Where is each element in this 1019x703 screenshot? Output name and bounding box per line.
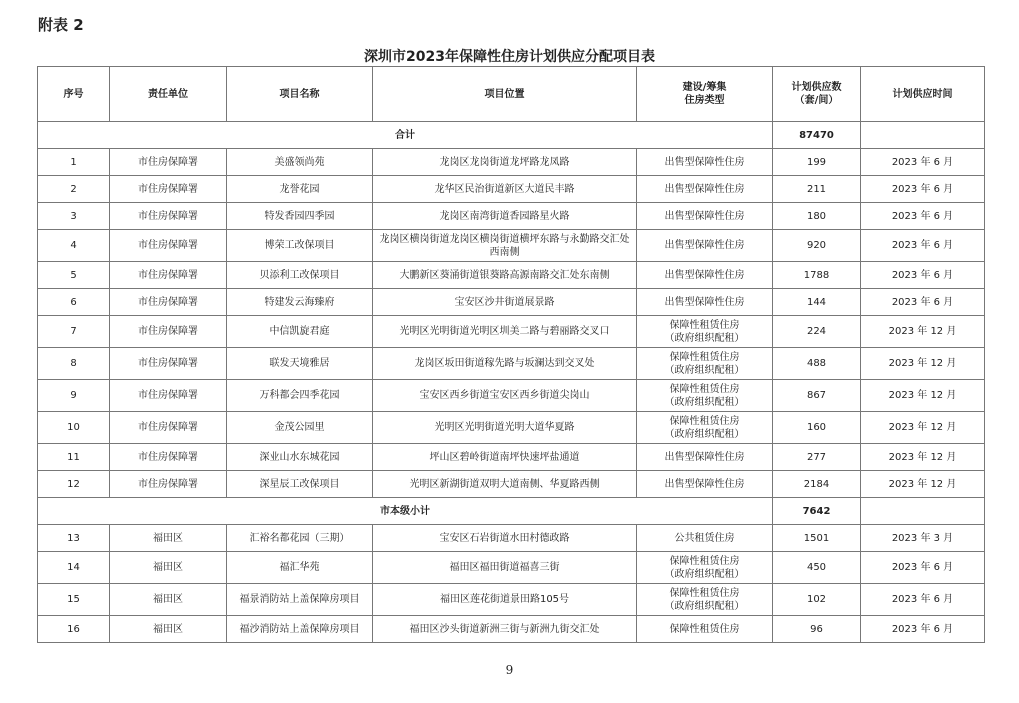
cell-count: 920 [773, 230, 861, 262]
cell-location: 福田区沙头街道新洲三街与新洲九街交汇处 [373, 616, 637, 643]
total-time-empty [861, 122, 985, 149]
cell-type: 保障性租赁住房 （政府组织配租） [637, 316, 773, 348]
cell-unit: 市住房保障署 [110, 262, 227, 289]
cell-location: 龙岗区南湾街道香园路星火路 [373, 203, 637, 230]
cell-name: 中信凯旋君庭 [227, 316, 373, 348]
cell-name: 金茂公园里 [227, 412, 373, 444]
cell-time: 2023 年 12 月 [861, 444, 985, 471]
cell-unit: 福田区 [110, 584, 227, 616]
cell-name: 深星辰工改保项目 [227, 471, 373, 498]
cell-time: 2023 年 6 月 [861, 203, 985, 230]
cell-type: 保障性租赁住房 （政府组织配租） [637, 412, 773, 444]
cell-name: 龙誉花园 [227, 176, 373, 203]
cell-seq: 2 [38, 176, 110, 203]
subtotal-label: 市本级小计 [38, 498, 773, 525]
cell-location: 龙岗区坂田街道稼先路与坂澜达到交叉处 [373, 348, 637, 380]
header-time: 计划供应时间 [861, 67, 985, 122]
cell-time: 2023 年 12 月 [861, 316, 985, 348]
appendix-label: 附表 2 [38, 16, 84, 34]
cell-name: 美盛领尚苑 [227, 149, 373, 176]
header-count: 计划供应数 （套/间） [773, 67, 861, 122]
cell-count: 277 [773, 444, 861, 471]
cell-time: 2023 年 6 月 [861, 262, 985, 289]
table-row [38, 584, 985, 616]
cell-count: 224 [773, 316, 861, 348]
cell-name: 贝添利工改保项目 [227, 262, 373, 289]
cell-name: 汇裕名都花园（三期） [227, 525, 373, 552]
cell-location: 坪山区碧岭街道南坪快速坪盐通道 [373, 444, 637, 471]
cell-type: 保障性租赁住房 （政府组织配租） [637, 380, 773, 412]
table-row [38, 412, 985, 444]
cell-unit: 市住房保障署 [110, 316, 227, 348]
cell-name: 福汇华苑 [227, 552, 373, 584]
cell-unit: 市住房保障署 [110, 176, 227, 203]
cell-type: 出售型保障性住房 [637, 262, 773, 289]
cell-seq: 7 [38, 316, 110, 348]
cell-type: 出售型保障性住房 [637, 444, 773, 471]
cell-name: 万科都会四季花园 [227, 380, 373, 412]
cell-count: 488 [773, 348, 861, 380]
cell-unit: 福田区 [110, 616, 227, 643]
cell-seq: 3 [38, 203, 110, 230]
header-row [38, 67, 985, 122]
cell-location: 光明区光明街道光明区圳美二路与碧丽路交叉口 [373, 316, 637, 348]
table-row [38, 616, 985, 643]
cell-unit: 福田区 [110, 552, 227, 584]
cell-time: 2023 年 6 月 [861, 176, 985, 203]
cell-time: 2023 年 6 月 [861, 230, 985, 262]
cell-location: 宝安区石岩街道水田村德政路 [373, 525, 637, 552]
cell-seq: 6 [38, 289, 110, 316]
cell-count: 180 [773, 203, 861, 230]
cell-type: 保障性租赁住房 （政府组织配租） [637, 552, 773, 584]
table-row [38, 348, 985, 380]
subtotal-time-empty [861, 498, 985, 525]
cell-type: 出售型保障性住房 [637, 149, 773, 176]
cell-unit: 市住房保障署 [110, 380, 227, 412]
cell-seq: 14 [38, 552, 110, 584]
cell-type: 出售型保障性住房 [637, 289, 773, 316]
cell-count: 144 [773, 289, 861, 316]
table-body [38, 122, 985, 643]
total-value: 87470 [773, 122, 861, 149]
cell-unit: 市住房保障署 [110, 230, 227, 262]
cell-seq: 9 [38, 380, 110, 412]
total-label: 合计 [38, 122, 773, 149]
cell-location: 宝安区沙井街道展景路 [373, 289, 637, 316]
cell-location: 龙华区民治街道新区大道民丰路 [373, 176, 637, 203]
cell-unit: 市住房保障署 [110, 444, 227, 471]
cell-type: 保障性租赁住房 [637, 616, 773, 643]
header-seq: 序号 [38, 67, 110, 122]
cell-location: 光明区新湖街道双明大道南侧、华夏路西侧 [373, 471, 637, 498]
cell-count: 211 [773, 176, 861, 203]
subtotal-value: 7642 [773, 498, 861, 525]
cell-time: 2023 年 3 月 [861, 525, 985, 552]
cell-count: 1501 [773, 525, 861, 552]
cell-seq: 15 [38, 584, 110, 616]
cell-time: 2023 年 12 月 [861, 348, 985, 380]
cell-count: 2184 [773, 471, 861, 498]
subtotal-row [38, 498, 985, 525]
cell-type: 出售型保障性住房 [637, 230, 773, 262]
cell-count: 1788 [773, 262, 861, 289]
table-row [38, 230, 985, 262]
cell-count: 450 [773, 552, 861, 584]
cell-name: 特发香园四季园 [227, 203, 373, 230]
cell-unit: 市住房保障署 [110, 412, 227, 444]
cell-name: 深业山水东城花园 [227, 444, 373, 471]
cell-seq: 1 [38, 149, 110, 176]
cell-unit: 市住房保障署 [110, 471, 227, 498]
housing-supply-table [37, 66, 985, 643]
cell-time: 2023 年 6 月 [861, 616, 985, 643]
cell-type: 出售型保障性住房 [637, 471, 773, 498]
cell-location: 福田区福田街道福喜三街 [373, 552, 637, 584]
table-title: 深圳市2023年保障性住房计划供应分配项目表 [364, 49, 655, 65]
cell-unit: 市住房保障署 [110, 149, 227, 176]
cell-seq: 16 [38, 616, 110, 643]
header-type: 建设/筹集 住房类型 [637, 67, 773, 122]
table-row [38, 316, 985, 348]
cell-location: 龙岗区龙岗街道龙坪路龙凤路 [373, 149, 637, 176]
cell-name: 福沙消防站上盖保障房项目 [227, 616, 373, 643]
page-number: 9 [505, 663, 514, 677]
table-row [38, 552, 985, 584]
table-row [38, 262, 985, 289]
cell-location: 龙岗区横岗街道龙岗区横岗街道横坪东路与永勤路交汇处西南侧 [373, 230, 637, 262]
cell-unit: 市住房保障署 [110, 348, 227, 380]
cell-location: 宝安区西乡街道宝安区西乡街道尖岗山 [373, 380, 637, 412]
cell-count: 867 [773, 380, 861, 412]
cell-unit: 福田区 [110, 525, 227, 552]
cell-seq: 5 [38, 262, 110, 289]
cell-location: 大鹏新区葵涌街道银葵路高源南路交汇处东南侧 [373, 262, 637, 289]
cell-seq: 8 [38, 348, 110, 380]
cell-type: 出售型保障性住房 [637, 203, 773, 230]
cell-unit: 市住房保障署 [110, 203, 227, 230]
header-name: 项目名称 [227, 67, 373, 122]
cell-seq: 13 [38, 525, 110, 552]
cell-seq: 4 [38, 230, 110, 262]
cell-name: 福景消防站上盖保障房项目 [227, 584, 373, 616]
cell-count: 160 [773, 412, 861, 444]
cell-location: 光明区光明街道光明大道华夏路 [373, 412, 637, 444]
header-unit: 责任单位 [110, 67, 227, 122]
cell-time: 2023 年 6 月 [861, 584, 985, 616]
cell-type: 保障性租赁住房 （政府组织配租） [637, 584, 773, 616]
cell-type: 保障性租赁住房 （政府组织配租） [637, 348, 773, 380]
table-row [38, 289, 985, 316]
cell-time: 2023 年 6 月 [861, 552, 985, 584]
cell-count: 199 [773, 149, 861, 176]
cell-time: 2023 年 6 月 [861, 289, 985, 316]
table-row [38, 149, 985, 176]
cell-unit: 市住房保障署 [110, 289, 227, 316]
table-row [38, 380, 985, 412]
total-row [38, 122, 985, 149]
table-row [38, 176, 985, 203]
table-row [38, 525, 985, 552]
cell-time: 2023 年 6 月 [861, 149, 985, 176]
cell-time: 2023 年 12 月 [861, 412, 985, 444]
cell-type: 出售型保障性住房 [637, 176, 773, 203]
table-row [38, 444, 985, 471]
cell-location: 福田区莲花街道景田路105号 [373, 584, 637, 616]
cell-seq: 11 [38, 444, 110, 471]
cell-name: 博荣工改保项目 [227, 230, 373, 262]
table-row [38, 203, 985, 230]
table-row [38, 471, 985, 498]
cell-time: 2023 年 12 月 [861, 471, 985, 498]
cell-name: 特建发云海臻府 [227, 289, 373, 316]
cell-seq: 10 [38, 412, 110, 444]
header-location: 项目位置 [373, 67, 637, 122]
cell-type: 公共租赁住房 [637, 525, 773, 552]
cell-name: 联发天境雅居 [227, 348, 373, 380]
cell-count: 102 [773, 584, 861, 616]
cell-seq: 12 [38, 471, 110, 498]
cell-count: 96 [773, 616, 861, 643]
cell-time: 2023 年 12 月 [861, 380, 985, 412]
